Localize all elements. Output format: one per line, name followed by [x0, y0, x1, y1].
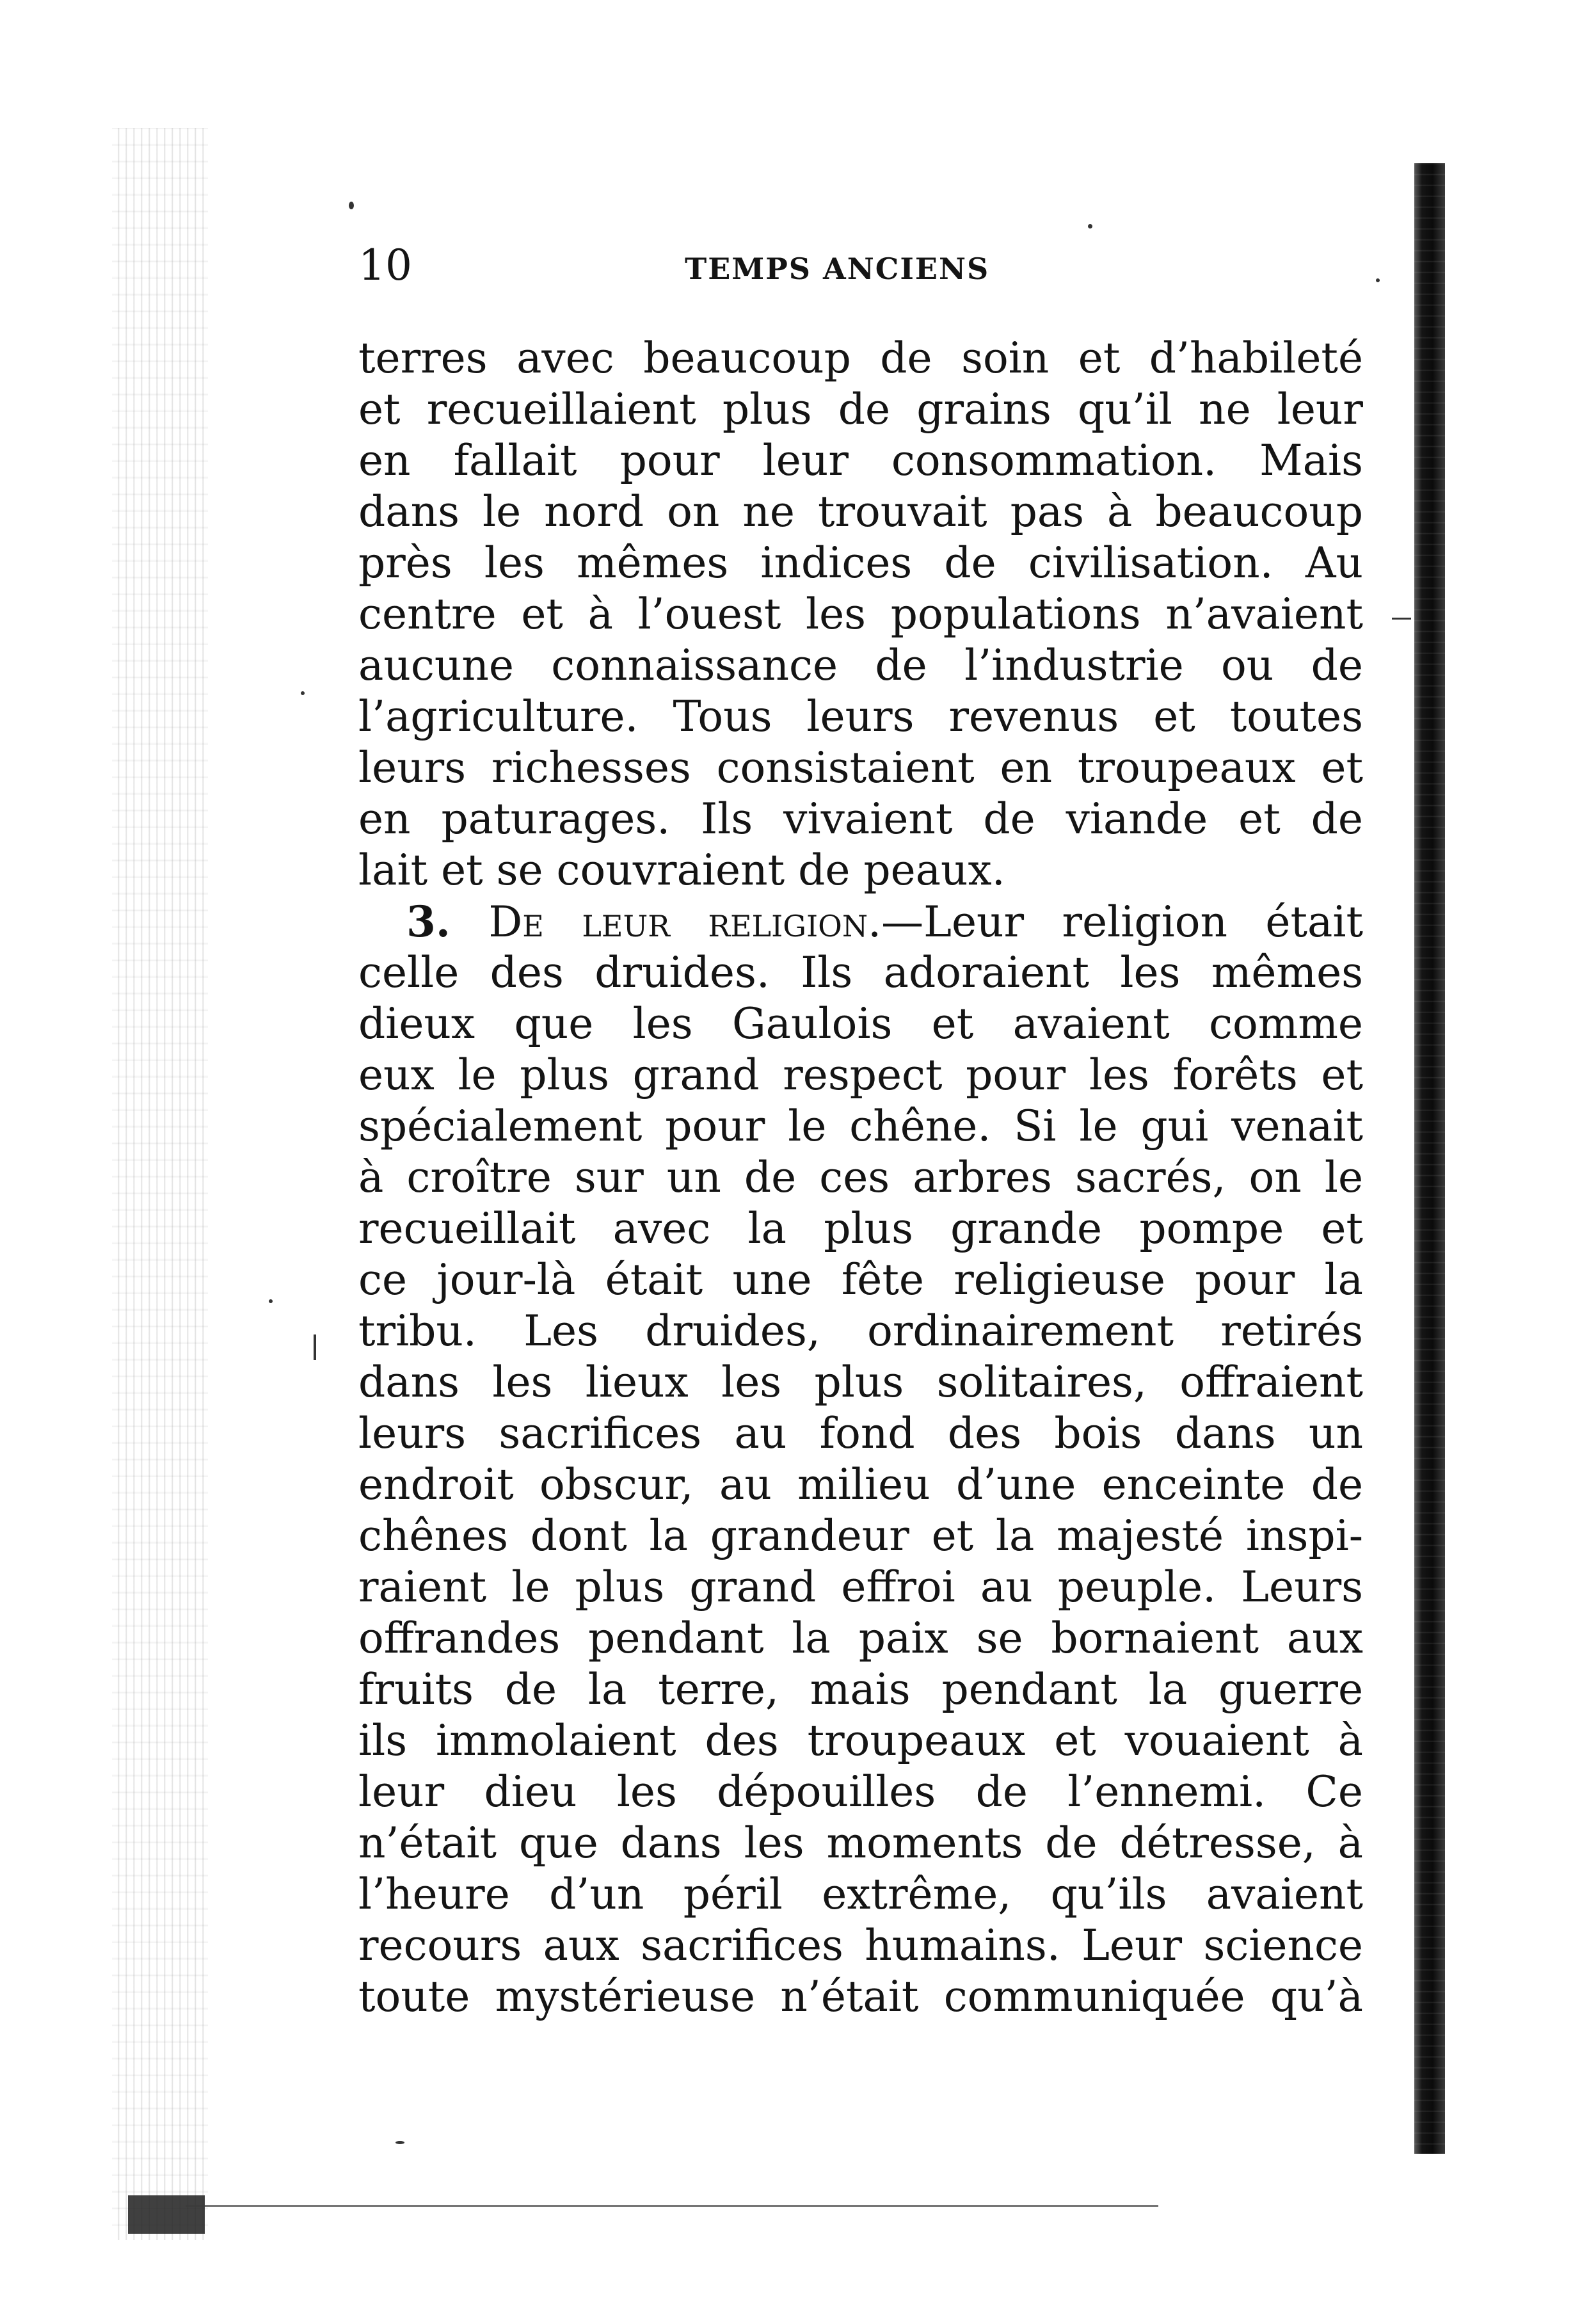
text-line: aucune connaissance de l’industrie ou de	[358, 641, 1363, 690]
text-line: dans le nord on ne trouvait pas à beaucoup	[358, 487, 1363, 536]
text-line: l’heure d’un péril extrême, qu’ils avaient	[358, 1870, 1363, 1919]
scan-gutter-left	[112, 128, 208, 2240]
text-line: ce jour-là était une fête religieuse pour la	[358, 1255, 1363, 1304]
text-line: chênes dont la grandeur et la majesté inspi-	[358, 1511, 1363, 1560]
text-line: n’était que dans les moments de détresse, à	[358, 1818, 1363, 1868]
text-line: leur dieu les dépouilles de l’ennemi. Ce	[358, 1767, 1363, 1816]
text-line: spécialement pour le chêne. Si le gui venait	[358, 1102, 1363, 1151]
scan-speck	[314, 1334, 316, 1360]
text-line: celle des druides. Ils adoraient les mêmes	[358, 948, 1363, 997]
paragraph-1	[358, 333, 1363, 896]
section-heading-line	[358, 896, 1363, 947]
page-header	[358, 240, 1363, 291]
text-line: dieux que les Gaulois et avaient comme	[358, 999, 1363, 1048]
scan-speck	[349, 202, 354, 209]
text-line: leurs sacrifices au fond des bois dans un	[358, 1409, 1363, 1458]
scan-binding-edge	[1414, 163, 1445, 2154]
text-line: en paturages. Ils vivaient de viande et de	[358, 794, 1363, 844]
scan-speck	[1376, 278, 1380, 282]
text-line: l’agriculture. Tous leurs revenus et toutes	[358, 692, 1363, 741]
scan-speck	[269, 1299, 273, 1303]
body-text	[358, 333, 1363, 2023]
text-line: à croître sur un de ces arbres sacrés, on le	[358, 1153, 1363, 1202]
text-line: leurs richesses consistaient en troupeaux et	[358, 743, 1363, 792]
text-line: toute mystérieuse n’était communiquée qu’à	[358, 1972, 1363, 2021]
text-line: ils immolaient des troupeaux et vouaient à	[358, 1716, 1363, 1765]
text-line: terres avec beaucoup de soin et d’habileté	[358, 333, 1363, 383]
text-line: en fallait pour leur consommation. Mais	[358, 436, 1363, 485]
text-line: offrandes pendant la paix se bornaient aux	[358, 1614, 1363, 1663]
text-line: et recueillaient plus de grains qu’il ne leur	[358, 385, 1363, 434]
text-line: lait et se couvraient de peaux.	[358, 845, 1005, 895]
scan-speck	[1392, 618, 1411, 620]
scan-corner-mark	[128, 2195, 205, 2234]
text-line: recours aux sacrifices humains. Leur science	[358, 1921, 1363, 1970]
text-line: endroit obscur, au milieu d’une enceinte de	[358, 1460, 1363, 1509]
scan-speck	[301, 691, 305, 695]
text-line: eux le plus grand respect pour les forêts et	[358, 1050, 1363, 1100]
scan-speck	[1088, 224, 1092, 228]
text-line: tribu. Les druides, ordinairement retirés	[358, 1306, 1363, 1356]
scan-bottom-edge	[186, 2205, 1158, 2207]
section-3	[358, 896, 1363, 2023]
text-line: recueillait avec la plus grande pompe et	[358, 1204, 1363, 1253]
text-line: près les mêmes indices de civilisation. Au	[358, 538, 1363, 588]
page-number: 10	[358, 241, 412, 290]
scan-speck	[395, 2141, 404, 2144]
text-line: centre et à l’ouest les populations n’avaient	[358, 589, 1363, 639]
section-heading: De leur religion.	[488, 897, 882, 947]
section-number: 3.	[406, 897, 451, 947]
text-line: fruits de la terre, mais pendant la guerre	[358, 1665, 1363, 1714]
text-line: raient le plus grand effroi au peuple. Leurs	[358, 1562, 1363, 1612]
text-line: dans les lieux les plus solitaires, offraient	[358, 1358, 1363, 1407]
section-first-line: —Leur religion était	[881, 897, 1363, 947]
running-head: TEMPS ANCIENS	[685, 252, 990, 286]
